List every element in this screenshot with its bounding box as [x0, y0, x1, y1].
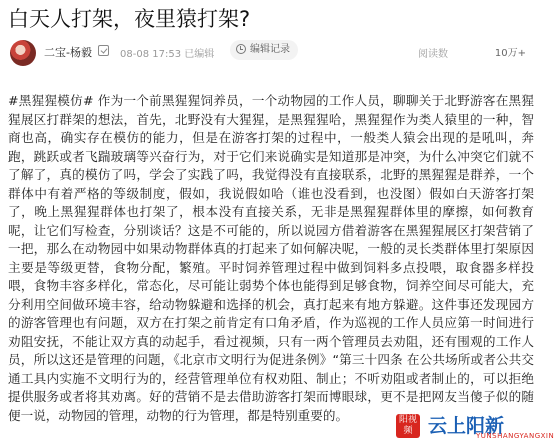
page-title: 白天人打架，夜里猿打架?	[8, 7, 251, 31]
verified-icon	[98, 45, 109, 56]
author-name[interactable]: 二宝-杨毅	[44, 46, 92, 59]
watermark	[388, 410, 554, 444]
edit-time: 08-08 17:53 已编辑	[120, 49, 215, 60]
hashtag-link[interactable]: #黑猩猩模仿#	[8, 93, 94, 108]
edit-record-label: 编辑记录	[250, 44, 290, 55]
watermark-logo-text: 云上阳新	[428, 415, 505, 437]
article-meta	[8, 38, 532, 70]
edit-record-button[interactable]	[230, 40, 298, 60]
read-count-label: 阅读数	[418, 49, 448, 60]
avatar[interactable]	[10, 40, 36, 66]
watermark-seal: 阳视频	[396, 414, 420, 438]
watermark-sub-text: YUNSHANGYANGXIN	[476, 432, 554, 440]
article-body	[8, 92, 534, 425]
article-body-text: 作为一个前黑猩猩饲养员，一个动物园的工作人员，聊聊关于北野游客在黑猩猩展区打群架的想法，首先，北野没有大猩猩，是黑猩猩哈，黑猩猩作为类人猿里的一种，智商也高，确实存在模仿的能力，但是在游客打架的过程中，一般类人猿会出现的是吼叫，奔跑，跳跃或者飞踹玻璃等兴奋行为，对于它们来说确实是知道那是冲突，为什么冲突它们就不了解了，真的模仿了吗，学会了实践了吗，我觉得没有直接联系，北野的黑猩猩是群养，一个群体中有着严格的等级制度，假如，我说假如哈（谁也没看到，也没图）假如白天游客打架了，晚上黑猩猩群体也打架了，根本没有直接关系，无非是黑猩猩群体里的摩擦，如何教育呢，让它们写检查，分别谈话？这是不可能的，所以说园方借着游客在黑猩猩展区打架营销了一把，那么在动物园中如果动物群体真的打起来了如何解决呢，一般的灵长类群体里打架原因主要是等级更替，食物分配，繁殖。平时饲养管理过程中做到饲料多点投喂，取食器多样投喂，食物丰容多样化，常态化，尽可能让弱势个体也能得到足够食物，饲养空间尽可能大，充分利用空间做环境丰容，给动物躲避和选择的机会，真打起来有地方躲避。这件事还发现园方的游客管理也有问题，双方在打架之前肯定有口角矛盾，作为巡视的工作人员应第一时间进行劝阻安抚，不能让双方真的动起手，看过视频，只有一两个管理员去劝阻，还有围观的工作人员，所以这还是管理的问题，《北京市文明行为促进条例》“第三十四条 在公共场所或者公共交通工具内实施不文明行为的，经营管理单位有权劝阻、制止；不听劝阻或者制止的，可以拒绝提供服务或者将其劝离。好的营销不是去借助游客打架而博眼球，更不是把网友当傻子似的随便一说，动物园的管理，动物的行为管理，都是特别重要的。	[8, 93, 534, 423]
read-count: 10万+	[494, 48, 526, 59]
clock-icon	[236, 44, 246, 54]
